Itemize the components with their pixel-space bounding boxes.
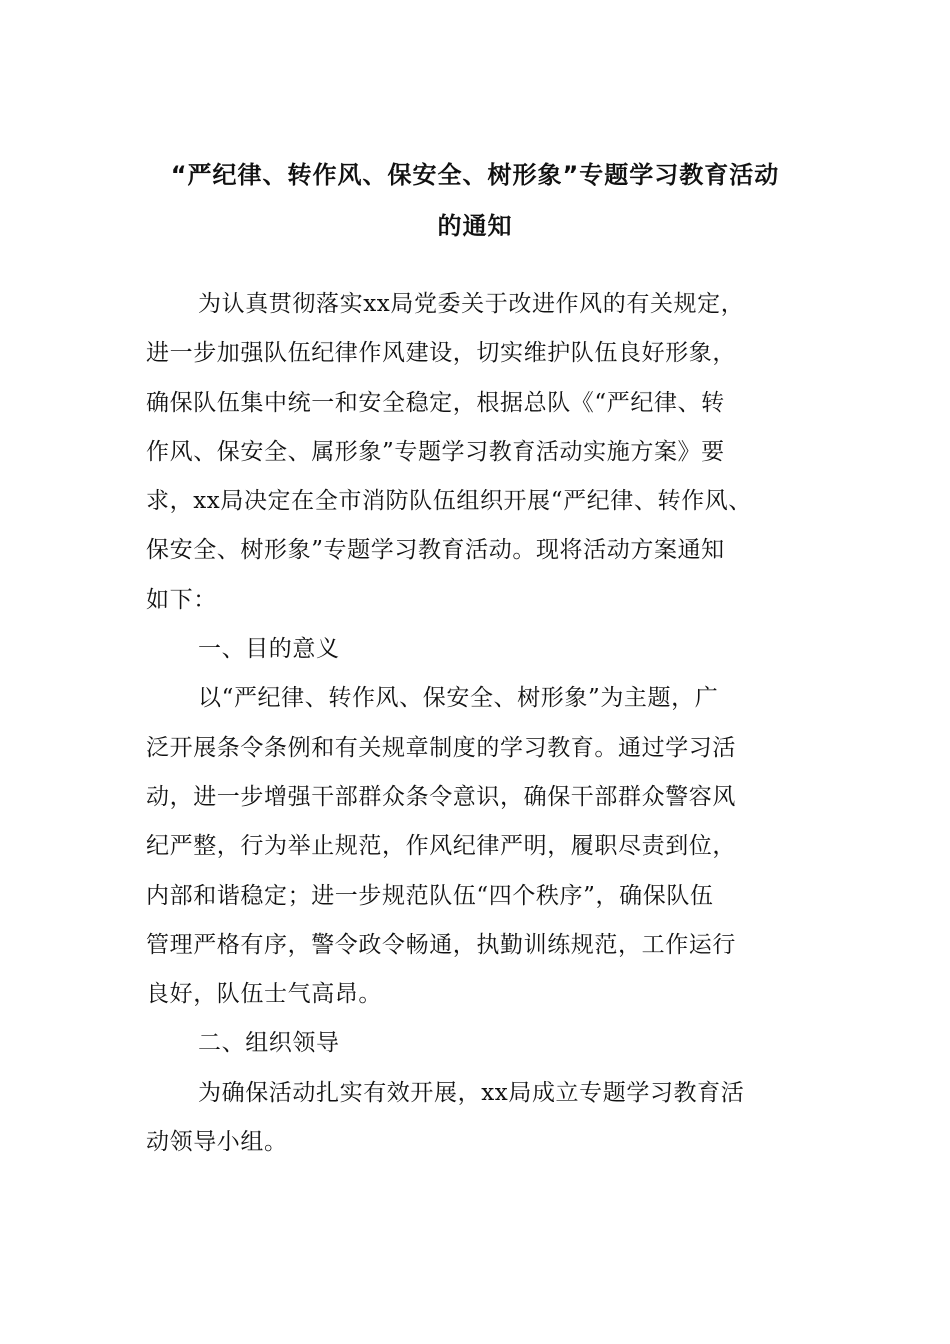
paragraph-purpose-line-2: 泛开展条令条例和有关规章制度的学习教育。通过学习活	[146, 734, 736, 761]
paragraph-intro-line-1: 为认真贯彻落实xx局党委关于改进作风的有关规定，	[198, 291, 745, 317]
section-heading-purpose: 一、目的意义	[198, 636, 340, 663]
paragraph-intro-line-6: 保安全、树形象”专题学习教育活动。现将活动方案通知	[146, 537, 725, 564]
paragraph-purpose-line-5: 内部和谐稳定；进一步规范队伍“四个秩序”，确保队伍	[146, 882, 714, 909]
document-body	[146, 280, 816, 1167]
paragraph-intro-line-5: 求，xx局决定在全市消防队伍组织开展“严纪律、转作风、	[146, 488, 752, 515]
title-line-2: 的通知	[437, 212, 513, 240]
paragraph-leadership-line-2: 动领导小组。	[146, 1129, 288, 1156]
paragraph-intro-line-2: 进一步加强队伍纪律作风建设，切实维护队伍良好形象，	[146, 340, 736, 367]
title-line-1: “严纪律、转作风、保安全、树形象”专题学习教育活动	[170, 161, 780, 189]
paragraph-intro-line-4: 作风、保安全、属形象”专题学习教育活动实施方案》要	[146, 438, 725, 465]
paragraph-leadership-line-1: 为确保活动扎实有效开展，xx局成立专题学习教育活	[198, 1079, 745, 1106]
section-heading-leadership: 二、组织领导	[198, 1030, 340, 1057]
paragraph-purpose-line-4: 纪严整，行为举止规范，作风纪律严明，履职尽责到位，	[146, 833, 736, 860]
paragraph-intro-line-7: 如下：	[146, 586, 217, 613]
paragraph-purpose-line-3: 动，进一步增强干部群众条令意识，确保干部群众警容风	[146, 783, 736, 810]
paragraph-purpose-line-6: 管理严格有序，警令政令畅通，执勤训练规范，工作运行	[146, 931, 736, 958]
paragraph-intro-line-3: 确保队伍集中统一和安全稳定，根据总队《“严纪律、转	[146, 389, 725, 416]
document-title	[120, 150, 830, 252]
paragraph-purpose-line-1: 以“严纪律、转作风、保安全、树形象”为主题，广	[198, 685, 719, 712]
paragraph-purpose-line-7: 良好，队伍士气高昂。	[146, 981, 382, 1008]
